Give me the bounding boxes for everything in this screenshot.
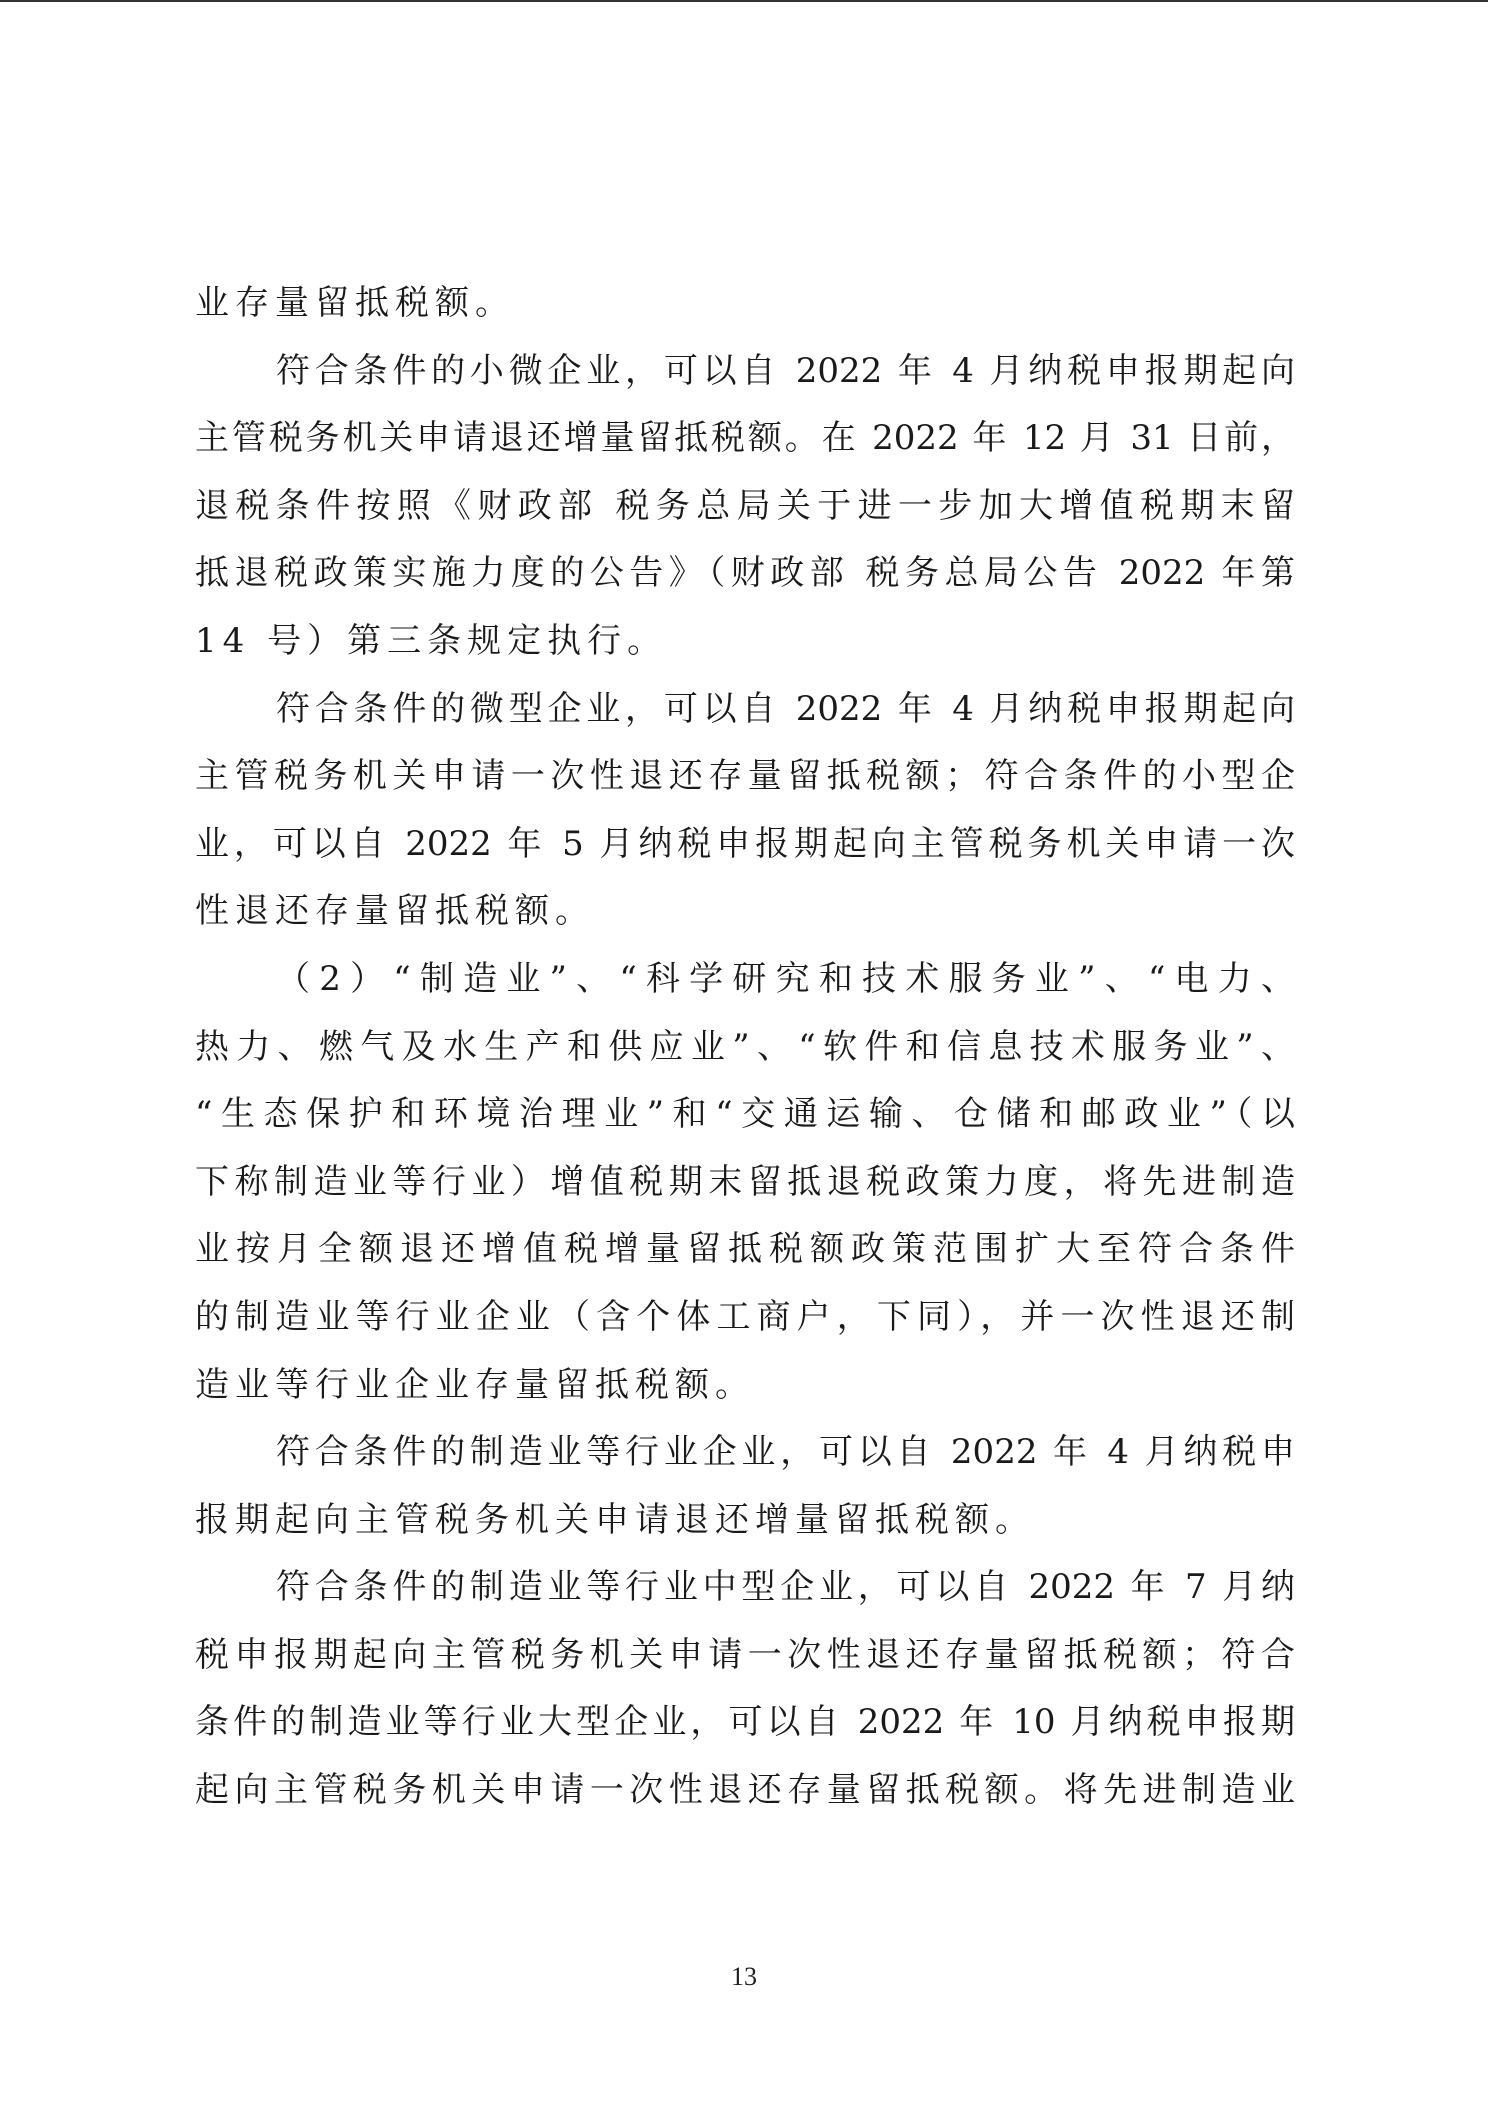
text-line: 下称制造业等行业）增值税期末留抵退税政策力度，将先进制造	[195, 1161, 1295, 1202]
text-line: 业存量留抵税额。	[195, 283, 515, 323]
text-line: （2）“制造业”、“科学研究和技术服务业”、“电力、	[276, 958, 1295, 999]
text-line: 符合条件的制造业等行业企业，可以自 2022 年 4 月纳税申	[276, 1432, 1295, 1473]
text-line: 的制造业等行业企业（含个体工商户，下同），并一次性退还制	[195, 1296, 1295, 1337]
text-line: 业，可以自 2022 年 5 月纳税申报期起向主管税务机关申请一次	[195, 823, 1295, 864]
text-line: 14 号）第三条规定执行。	[195, 620, 668, 661]
text-line: 条件的制造业等行业大型企业，可以自 2022 年 10 月纳税申报期	[195, 1702, 1295, 1743]
text-line: 主管税务机关申请一次性退还存量留抵税额；符合条件的小型企	[195, 756, 1295, 797]
page-number: 13	[731, 1962, 757, 1991]
text-line: 起向主管税务机关申请一次性退还存量留抵税额。将先进制造业	[195, 1770, 1295, 1811]
text-line: 退税条件按照《财政部 税务总局关于进一步加大增值税期末留	[195, 485, 1295, 526]
text-line: 符合条件的制造业等行业中型企业，可以自 2022 年 7 月纳	[276, 1567, 1295, 1608]
text-line: 主管税务机关申请退还增量留抵税额。在 2022 年 12 月 31 日前，	[195, 418, 1295, 459]
text-line: 造业等行业企业存量留抵税额。	[195, 1364, 755, 1405]
text-line: 报期起向主管税务机关申请退还增量留抵税额。	[195, 1499, 1035, 1540]
text-line: 税申报期起向主管税务机关申请一次性退还存量留抵税额；符合	[195, 1634, 1295, 1675]
text-line: 符合条件的小微企业，可以自 2022 年 4 月纳税申报期起向	[276, 350, 1295, 391]
document-body	[195, 270, 1295, 1825]
text-line: 业按月全额退还增值税增量留抵税额政策范围扩大至符合条件	[195, 1229, 1295, 1270]
text-line: 性退还存量留抵税额。	[195, 891, 595, 932]
text-line: 符合条件的微型企业，可以自 2022 年 4 月纳税申报期起向	[276, 688, 1295, 729]
text-line: 抵退税政策实施力度的公告》（财政部 税务总局公告 2022 年第	[195, 553, 1295, 594]
text-line: 热力、燃气及水生产和供应业”、“软件和信息技术服务业”、	[195, 1026, 1295, 1067]
text-line: “生态保护和环境治理业”和“交通运输、仓储和邮政业”（以	[195, 1094, 1295, 1135]
